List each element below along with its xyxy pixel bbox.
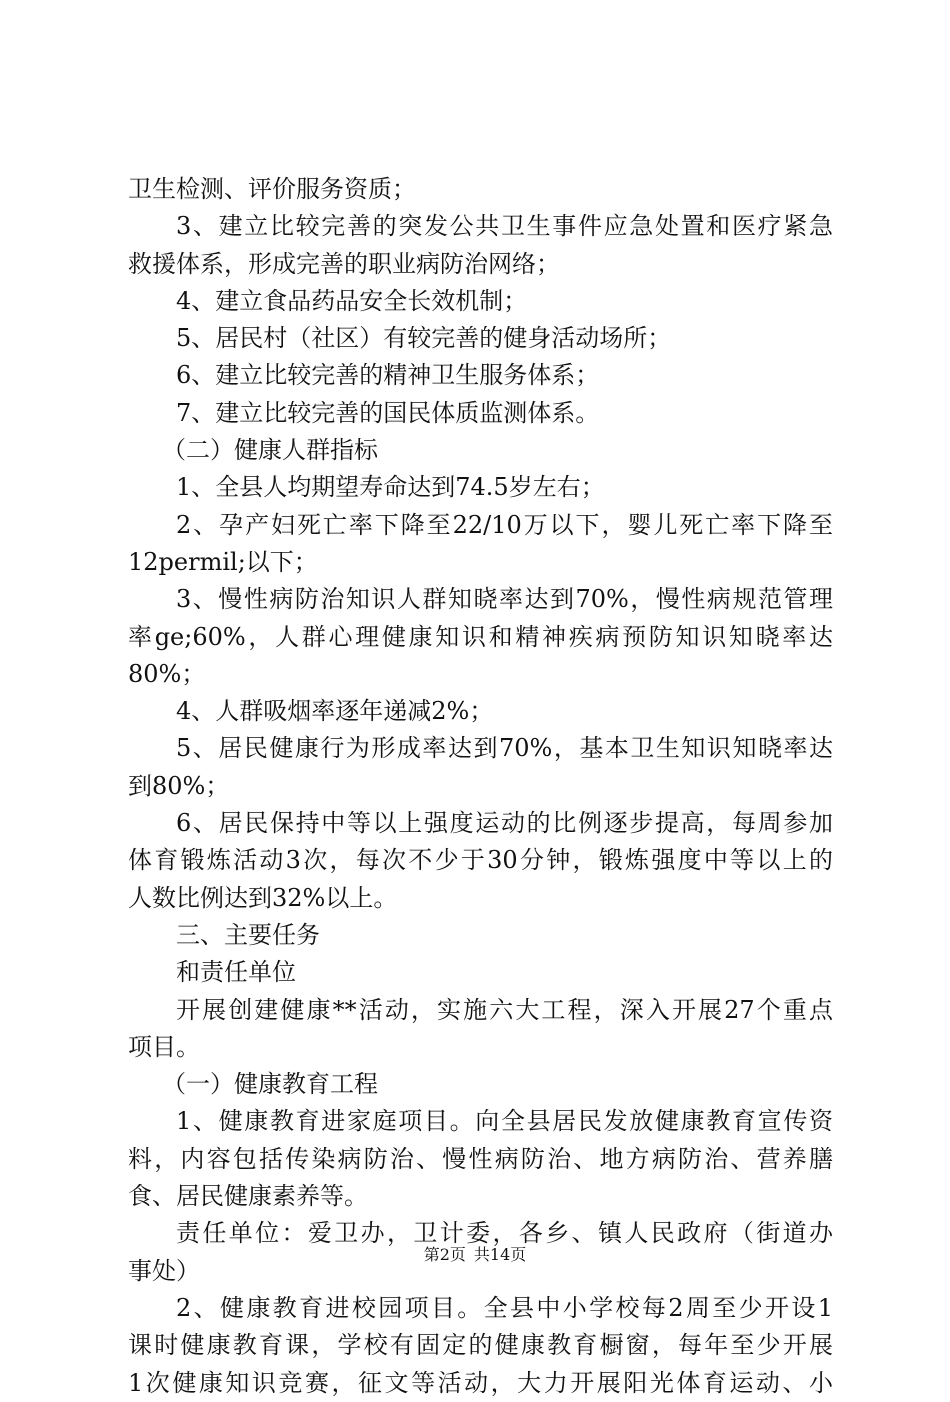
text-line: 开展创建健康**活动，实施六大工程，深入开展27个重点 [176,995,833,1024]
text-line: 率ge;60%，人群心理健康知识和精神疾病预防知识知晓率达 [128,622,833,651]
text-line: 5、居民村（社区）有较完善的健身活动场所； [176,324,672,353]
text-line: 1次健康知识竞赛，征文等活动，大力开展阳光体育运动、小 [128,1368,833,1397]
text-line: 课时健康教育课，学校有固定的健康教育橱窗，每年至少开展 [128,1331,833,1360]
text-line: 1、全县人均期望寿命达到74.5岁左右； [176,473,605,502]
text-line: 6、建立比较完善的精神卫生服务体系； [176,361,600,390]
text-line: 料，内容包括传染病防治、慢性病防治、地方病防治、营养膳 [128,1144,833,1173]
text-line: 7、建立比较完善的国民体质监测体系。 [176,398,600,427]
text-line: 1、健康教育进家庭项目。向全县居民发放健康教育宣传资 [176,1107,833,1136]
section-heading: （一）健康教育工程 [162,1070,378,1099]
text-line: 6、居民保持中等以上强度运动的比例逐步提高，每周参加 [176,809,833,838]
text-line: 食、居民健康素养等。 [128,1182,368,1211]
text-line: 到80%； [128,771,230,800]
text-line: 3、建立比较完善的突发公共卫生事件应急处置和医疗紧急 [176,212,833,241]
text-line: 5、居民健康行为形成率达到70%，基本卫生知识知晓率达 [176,734,833,763]
text-line: 项目。 [128,1032,200,1061]
page-footer [0,1245,950,1265]
page-total: 共14页 [473,1245,527,1264]
text-line: 体育锻炼活动3次，每次不少于30分钟，锻炼强度中等以上的 [128,846,833,875]
section-heading: 和责任单位 [176,958,296,987]
text-line: 4、人群吸烟率逐年递减2%； [176,697,494,726]
text-line: 卫生检测、评价服务资质； [128,175,416,203]
text-line: 12permil;以下； [128,547,318,576]
text-line: 2、孕产妇死亡率下降至22/10万以下，婴儿死亡率下降至 [176,510,833,539]
text-line: 4、建立食品药品安全长效机制； [176,286,528,315]
text-line: 3、慢性病防治知识人群知晓率达到70%，慢性病规范管理 [176,585,833,614]
text-line: 救援体系，形成完善的职业病防治网络； [128,249,560,278]
text-line: 事处） [128,1256,200,1285]
text-line: 责任单位：爱卫办，卫计委，各乡、镇人民政府（街道办 [176,1219,833,1248]
text-line: 2、健康教育进校园项目。全县中小学校每2周至少开设1 [176,1293,833,1322]
text-line: 80%； [128,659,206,688]
page-number: 第2页 [423,1245,466,1264]
document-body [128,171,833,1402]
text-line: 人数比例达到32%以上。 [128,883,398,912]
section-heading: 三、主要任务 [176,920,320,949]
section-heading: （二）健康人群指标 [162,436,378,465]
